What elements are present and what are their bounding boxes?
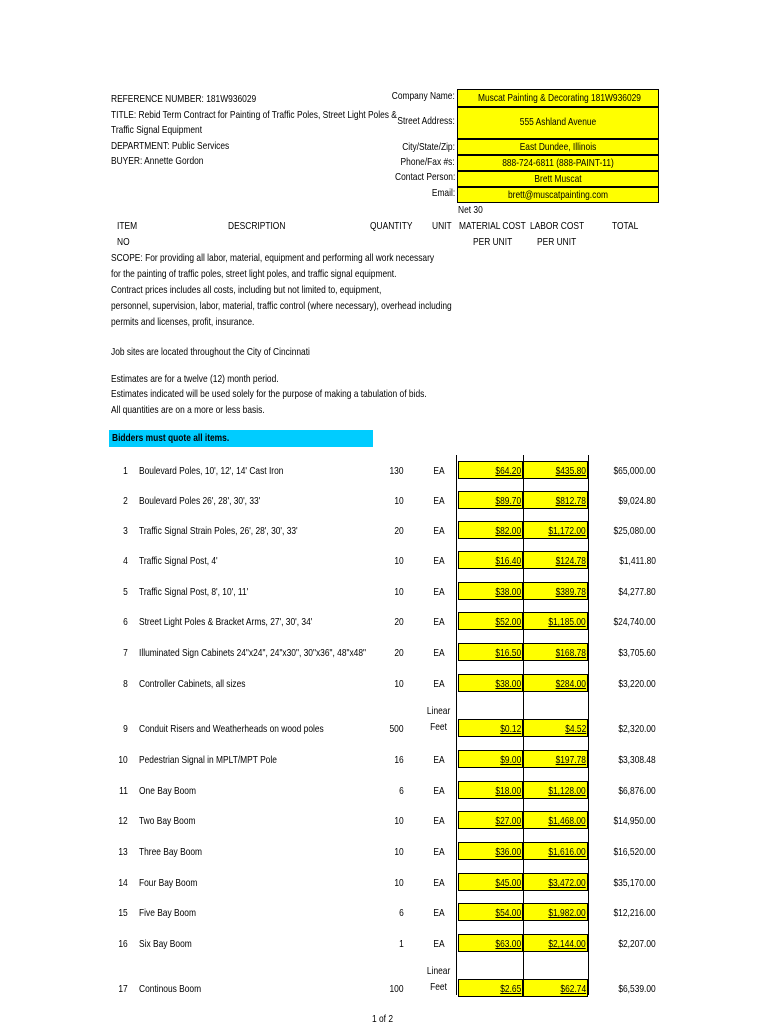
labor-cost-value: $1,128.00 (548, 785, 586, 797)
item-quantity: 10 (394, 678, 404, 690)
item-unit: EA (433, 586, 445, 598)
material-cost-field[interactable] (458, 643, 523, 661)
phone-fax-field[interactable] (457, 155, 659, 171)
item-quantity: 6 (399, 785, 404, 797)
item-description: Traffic Signal Post, 8', 10', 11' (139, 586, 249, 598)
company-name-label: Company Name: (391, 90, 455, 102)
bidders-note: Bidders must quote all items. (112, 432, 230, 444)
item-quantity: 20 (394, 616, 404, 628)
material-cost-value: $45.00 (495, 877, 521, 889)
item-description: Boulevard Poles 26', 28', 30', 33' (139, 495, 261, 507)
item-total: $3,308.48 (618, 754, 656, 766)
material-cost-value: $38.00 (495, 586, 521, 598)
item-description: Street Light Poles & Bracket Arms, 27', 30', 34' (139, 616, 313, 628)
material-cost-field[interactable] (458, 719, 523, 737)
labor-cost-value: $124.78 (555, 555, 586, 567)
item-description: Controller Cabinets, all sizes (139, 678, 246, 690)
page-number: 1 of 2 (372, 1013, 394, 1025)
item-quantity: 130 (389, 465, 404, 477)
item-number: 12 (118, 815, 128, 827)
item-quantity: 16 (394, 754, 404, 766)
labor-cost-value: $168.78 (555, 647, 586, 659)
item-total: $6,539.00 (618, 983, 656, 995)
item-description: Six Bay Boom (139, 938, 192, 950)
item-total: $9,024.80 (618, 495, 656, 507)
col-total: TOTAL (612, 220, 639, 232)
item-unit: EA (433, 815, 445, 827)
item-total: $35,170.00 (613, 877, 656, 889)
item-description: One Bay Boom (139, 785, 196, 797)
material-cost-field[interactable] (458, 491, 523, 509)
item-quantity: 10 (394, 846, 404, 858)
item-total: $6,876.00 (618, 785, 656, 797)
item-number: 6 (123, 616, 128, 628)
street-address-value: 555 Ashland Avenue (519, 116, 597, 128)
material-cost-value: $82.00 (495, 525, 521, 537)
city-state-zip-label: City/State/Zip: (402, 141, 455, 153)
item-number: 16 (118, 938, 128, 950)
item-total: $14,950.00 (613, 815, 656, 827)
item-unit: Linear (427, 965, 451, 977)
item-unit: EA (433, 785, 445, 797)
labor-cost-value: $1,185.00 (548, 616, 586, 628)
labor-cost-value: $435.80 (555, 465, 586, 477)
labor-cost-field[interactable] (523, 521, 588, 539)
material-cost-value: $16.50 (495, 647, 521, 659)
labor-cost-field[interactable] (523, 873, 588, 891)
buyer: BUYER: Annette Gordon (111, 155, 204, 167)
labor-cost-field[interactable] (523, 612, 588, 630)
contact-person-field[interactable] (457, 171, 659, 187)
item-total: $2,207.00 (618, 938, 656, 950)
material-cost-field[interactable] (458, 781, 523, 799)
item-unit: EA (433, 907, 445, 919)
material-cost-value: $52.00 (495, 616, 521, 628)
phone-fax-value: 888-724-6811 (888-PAINT-11) (502, 157, 614, 169)
col-divider (588, 455, 589, 995)
labor-cost-value: $1,172.00 (548, 525, 586, 537)
item-description: Traffic Signal Post, 4' (139, 555, 218, 567)
material-cost-field[interactable] (458, 979, 523, 997)
material-cost-field[interactable] (458, 674, 523, 692)
item-total: $25,080.00 (613, 525, 656, 537)
item-quantity: 6 (399, 907, 404, 919)
material-cost-field[interactable] (458, 934, 523, 952)
labor-cost-value: $3,472.00 (548, 877, 586, 889)
phone-fax-label: Phone/Fax #s: (400, 156, 455, 168)
col-unit: UNIT (432, 220, 452, 232)
contact-person-label: Contact Person: (394, 171, 455, 183)
col-item: ITEM (117, 220, 138, 232)
item-total: $2,320.00 (618, 723, 656, 735)
item-number: 5 (123, 586, 128, 598)
col-no: NO (117, 236, 130, 248)
item-number: 14 (118, 877, 128, 889)
material-cost-field[interactable] (458, 750, 523, 768)
item-unit: EA (433, 754, 445, 766)
company-name-field[interactable] (457, 89, 659, 107)
item-number: 2 (123, 495, 128, 507)
estimates-note-2: Estimates indicated will be used solely for the purpose of making a tabulation of bids. (111, 388, 427, 400)
material-cost-field[interactable] (458, 903, 523, 921)
city-state-zip-field[interactable] (457, 139, 659, 155)
material-cost-field[interactable] (458, 873, 523, 891)
col-quantity: QUANTITY (370, 220, 413, 232)
scope-line-5: permits and licenses, profit, insurance. (111, 316, 255, 328)
material-cost-value: $16.40 (495, 555, 521, 567)
item-quantity: 10 (394, 586, 404, 598)
labor-cost-field[interactable] (523, 979, 588, 997)
item-unit-2: Feet (430, 981, 448, 993)
item-total: $3,705.60 (618, 647, 656, 659)
email-value: brett@muscatpainting.com (507, 189, 609, 201)
item-unit: EA (433, 555, 445, 567)
labor-cost-field[interactable] (523, 643, 588, 661)
item-description: Five Bay Boom (139, 907, 196, 919)
item-total: $24,740.00 (613, 616, 656, 628)
item-number: 11 (119, 785, 128, 797)
material-cost-value: $64.20 (495, 465, 521, 477)
labor-cost-field[interactable] (523, 781, 588, 799)
labor-cost-value: $62.74 (560, 983, 586, 995)
material-cost-field[interactable] (458, 612, 523, 630)
contact-person-value: Brett Muscat (534, 173, 582, 185)
item-unit: EA (433, 616, 445, 628)
item-description: Pedestrian Signal in MPLT/MPT Pole (139, 754, 277, 766)
material-cost-value: $0.12 (499, 723, 521, 735)
street-address-field[interactable] (457, 107, 659, 139)
labor-cost-value: $2,144.00 (548, 938, 586, 950)
material-cost-value: $89.70 (495, 495, 521, 507)
labor-cost-field[interactable] (523, 719, 588, 737)
labor-cost-value: $284.00 (555, 678, 586, 690)
item-number: 8 (123, 678, 128, 690)
material-cost-field[interactable] (458, 521, 523, 539)
item-total: $12,216.00 (613, 907, 656, 919)
item-description: Four Bay Boom (139, 877, 198, 889)
item-number: 17 (118, 983, 128, 995)
item-unit: EA (433, 647, 445, 659)
item-number: 1 (123, 465, 128, 477)
email-field[interactable] (457, 187, 659, 203)
job-sites-note: Job sites are located throughout the City of Cincinnati (111, 346, 310, 358)
item-quantity: 10 (394, 877, 404, 889)
street-address-label: Street Address: (397, 115, 455, 127)
item-quantity: 1 (399, 938, 404, 950)
material-cost-value: $18.00 (495, 785, 521, 797)
col-description: DESCRIPTION (228, 220, 286, 232)
item-number: 10 (118, 754, 128, 766)
col-material-cost: MATERIAL COST (459, 220, 526, 232)
payment-terms: Net 30 (458, 204, 483, 216)
labor-cost-field[interactable] (523, 551, 588, 569)
item-number: 4 (123, 555, 128, 567)
item-description: Three Bay Boom (139, 846, 203, 858)
labor-cost-value: $1,468.00 (548, 815, 586, 827)
labor-cost-field[interactable] (523, 491, 588, 509)
material-cost-value: $63.00 (495, 938, 521, 950)
labor-cost-field[interactable] (523, 582, 588, 600)
item-unit: EA (433, 938, 445, 950)
item-total: $16,520.00 (613, 846, 656, 858)
item-description: Continous Boom (139, 983, 202, 995)
item-quantity: 10 (394, 555, 404, 567)
estimates-note-3: All quantities are on a more or less basis. (111, 404, 265, 416)
item-quantity: 500 (389, 723, 404, 735)
material-cost-field[interactable] (458, 842, 523, 860)
item-number: 3 (123, 525, 128, 537)
item-number: 13 (118, 846, 128, 858)
item-unit: EA (433, 465, 445, 477)
scope-line-1: SCOPE: For providing all labor, material, equipment and performing all work necessary (111, 252, 435, 264)
col-labor-per-unit: PER UNIT (537, 236, 577, 248)
title-line-1: TITLE: Rebid Term Contract for Painting of Traffic Poles, Street Light Poles & (111, 109, 397, 121)
labor-cost-field[interactable] (523, 750, 588, 768)
email-label: Email: (431, 187, 455, 199)
item-description: Conduit Risers and Weatherheads on wood poles (139, 723, 324, 735)
material-cost-value: $38.00 (495, 678, 521, 690)
material-cost-value: $9.00 (499, 754, 521, 766)
scope-line-2: for the painting of traffic poles, street light poles, and traffic signal equipment. (111, 268, 397, 280)
item-description: Boulevard Poles, 10', 12', 14' Cast Iron (139, 465, 284, 477)
labor-cost-field[interactable] (523, 811, 588, 829)
labor-cost-value: $1,982.00 (548, 907, 586, 919)
item-description: Traffic Signal Strain Poles, 26', 28', 30', 33' (139, 525, 298, 537)
item-unit: Linear (427, 705, 451, 717)
bidders-banner (109, 430, 373, 447)
item-description: Two Bay Boom (139, 815, 196, 827)
item-number: 7 (123, 647, 128, 659)
item-unit-2: Feet (430, 721, 448, 733)
item-quantity: 10 (394, 495, 404, 507)
material-cost-field[interactable] (458, 582, 523, 600)
item-quantity: 20 (394, 525, 404, 537)
company-name-value: Muscat Painting & Decorating 181W936029 (478, 92, 641, 104)
material-cost-value: $54.00 (495, 907, 521, 919)
item-quantity: 100 (389, 983, 404, 995)
item-unit: EA (433, 525, 445, 537)
labor-cost-value: $1,616.00 (548, 846, 586, 858)
item-description: Illuminated Sign Cabinets 24"x24", 24"x30", 30"x36", 48"x48" (139, 647, 366, 659)
labor-cost-value: $197.78 (555, 754, 586, 766)
labor-cost-field[interactable] (523, 903, 588, 921)
labor-cost-value: $389.78 (555, 586, 586, 598)
labor-cost-field[interactable] (523, 842, 588, 860)
material-cost-field[interactable] (458, 461, 523, 479)
labor-cost-value: $812.78 (555, 495, 586, 507)
col-material-per-unit: PER UNIT (473, 236, 513, 248)
item-total: $1,411.80 (619, 555, 656, 567)
item-total: $3,220.00 (618, 678, 656, 690)
city-state-zip-value: East Dundee, Illinois (519, 141, 597, 153)
scope-line-4: personnel, supervision, labor, material, traffic control (where necessary), overhead including (111, 300, 452, 312)
scope-line-3: Contract prices includes all costs, including but not limited to, equipment, (111, 284, 382, 296)
item-unit: EA (433, 678, 445, 690)
item-unit: EA (433, 877, 445, 889)
estimates-note-1: Estimates are for a twelve (12) month period. (111, 373, 279, 385)
item-number: 9 (123, 723, 128, 735)
col-labor-cost: LABOR COST (530, 220, 585, 232)
labor-cost-field[interactable] (523, 674, 588, 692)
item-total: $4,277.80 (618, 586, 656, 598)
material-cost-value: $27.00 (495, 815, 521, 827)
material-cost-value: $36.00 (495, 846, 521, 858)
item-unit: EA (433, 495, 445, 507)
material-cost-value: $2.65 (499, 983, 521, 995)
reference-number: REFERENCE NUMBER: 181W936029 (111, 93, 257, 105)
labor-cost-value: $4.52 (564, 723, 586, 735)
item-total: $65,000.00 (613, 465, 656, 477)
item-quantity: 20 (394, 647, 404, 659)
title-line-2: Traffic Signal Equipment (111, 124, 203, 136)
item-unit: EA (433, 846, 445, 858)
department: DEPARTMENT: Public Services (111, 140, 230, 152)
item-quantity: 10 (394, 815, 404, 827)
material-cost-field[interactable] (458, 811, 523, 829)
material-cost-field[interactable] (458, 551, 523, 569)
labor-cost-field[interactable] (523, 934, 588, 952)
item-number: 15 (118, 907, 128, 919)
labor-cost-field[interactable] (523, 461, 588, 479)
